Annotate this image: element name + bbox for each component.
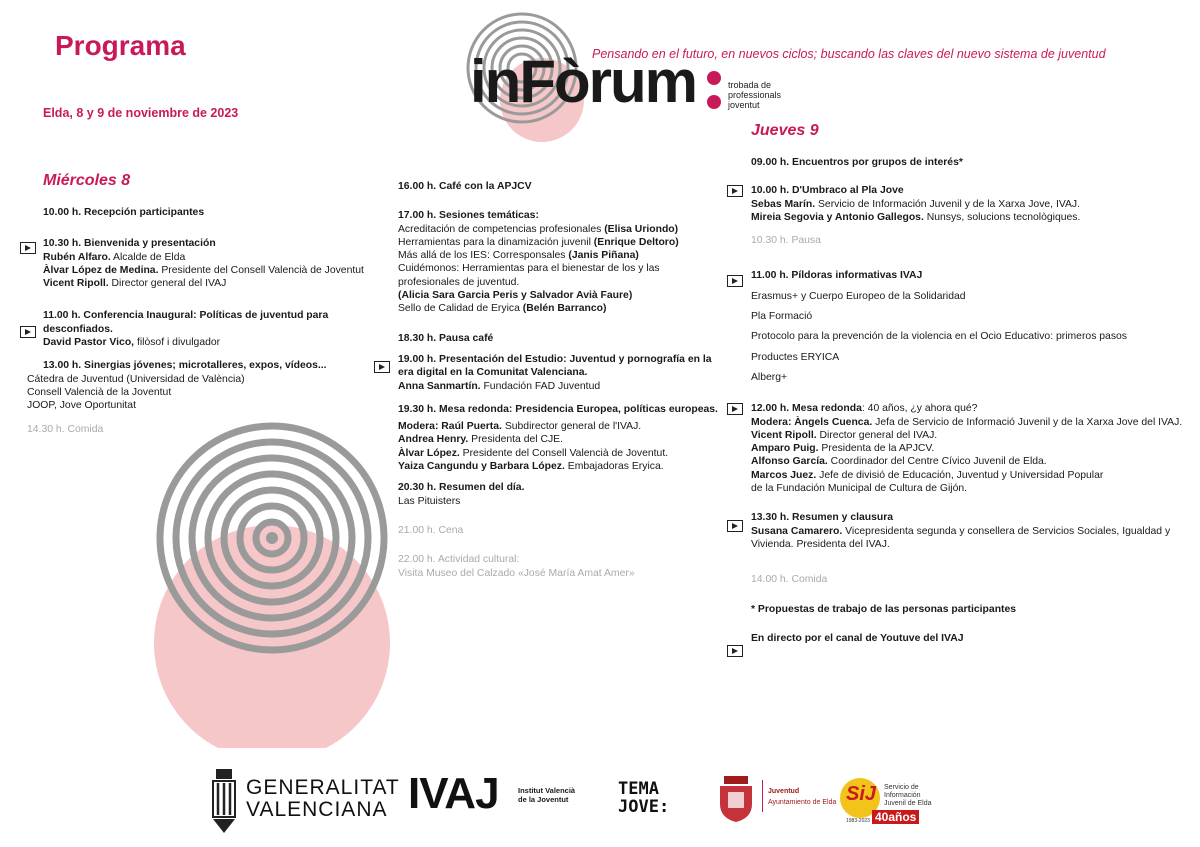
video-play-icon[interactable] [727, 645, 743, 657]
logo-colon-icon [706, 68, 722, 112]
ivaj-subtitle: Institut Valencià de la Joventut [518, 786, 576, 804]
elda-coat-of-arms-icon [716, 774, 756, 824]
decor-bottom-circles [150, 418, 400, 748]
video-play-icon[interactable] [374, 361, 390, 373]
sij-badge-text: SiJ [846, 783, 877, 805]
video-play-icon[interactable] [20, 326, 36, 338]
sij-subtitle: Servicio de Información Juvenil de Elda [884, 784, 932, 807]
elda-youth-text: Juventud Ayuntamiento de Elda [768, 788, 837, 806]
sij-years-range: 1983-2023 [846, 818, 870, 824]
tema-jove-logo: TEMA JOVE: [618, 779, 670, 817]
day-heading-thursday: Jueves 9 [751, 122, 819, 139]
elda-divider [762, 780, 763, 812]
logo-subtitle: trobada de professionals joventut [728, 80, 782, 110]
video-play-icon[interactable] [727, 185, 743, 197]
schedule-col2: 16.00 h. Café con la APJCV 17.00 h. Sesiones temáticas: Acreditación de competencias profesionales (Elisa Uriondo) Herramientas para la dinamización juvenil (Enrique Deltoro) Más allá de los IES: Corresponsales (Janis Piñana) Cuidémonos: Herramientas para el bienestar de los y las profesionales de juventud. (Alicia Sara Garcia Peris y Salvador Avià Faure) Sello de Calidad de Eryica (Belén Barranco) 18.30 h. Pausa café 19.00 h. Presentación del Estudio: Juventud y pornografía en la era digital en la Comunitat Valenciana. Anna Sanmartín. Fundación FAD Juventud 19.30 h. Mesa redonda: Presidencia Europea, políticas europeas. Modera: Raúl Puerta. Subdirector general de l'IVAJ. Andrea Henry. Presidenta del CJE. Àlvar López. Presidente del Consell Valencià de Joventut. Yaiza Cangundu y Barbara López. Embajadoras Eryica. 20.30 h. Resumen del día. Las Pituisters 21.00 h. Cena 22.00 h. Actividad cultural: Visita Museo del Calzado «José María Amat Amer» [398, 181, 718, 579]
page-title: Programa [55, 30, 186, 61]
event-date: Elda, 8 y 9 de noviembre de 2023 [43, 106, 239, 120]
video-play-icon[interactable] [727, 520, 743, 532]
schedule-col3: 09.00 h. Encuentros por grupos de interés* 10.00 h. D'Umbraco al Pla Jove Sebas Marín. Servicio de Información Juvenil y de la Xarxa Jove, IVAJ. Mireia Segovia y Antonio Gallegos. Nunsys, solucions tecnològiques. 10.30 h. Pausa 11.00 h. Píldoras informativas IVAJ Erasmus+ y Cuerpo Europeo de la Solidaridad Pla Formació Protocolo para la prevención de la violencia en el Ocio Educativo: primeros pasos Productes ERYICA Alberg+ 12.00 h. Mesa redonda: 40 años, ¿y ahora qué? Modera: Àngels Cuenca. Jefa de Servicio de Informació Juvenil y de la Xarxa Jove del IVAJ. Vicent Ripoll. Director general del IVAJ. Amparo Puig. Presidenta de la APJCV. Alfonso García. Coordinador del Centre Cívico Juvenil de Elda. Marcos Juez. Jefe de divisió de Educación, Juventud y Universidad Popular de la Fundación Municipal de Cultura de Gijón. 13.30 h. Resumen y clausura Susana Camarero. Vicepresidenta segunda y consellera de Servicios Sociales, Igualdad y Vivienda. Presidenta del IVAJ. 14.00 h. Comida * Propuestas de trabajo de las personas participantes En directo por el canal de Youtuve del IVAJ [751, 157, 1183, 644]
logo-text: inFòrum [470, 48, 696, 115]
generalitat-emblem-icon [207, 765, 241, 835]
video-play-icon[interactable] [727, 275, 743, 287]
ivaj-logo: IVAJ [408, 769, 499, 818]
inforum-logo [470, 48, 696, 115]
video-play-icon[interactable] [20, 242, 36, 254]
video-play-icon[interactable] [727, 403, 743, 415]
tagline: Pensando en el futuro, en nuevos ciclos; buscando las claves del nuevo sistema de juventud [592, 47, 1106, 61]
day-heading-wednesday: Miércoles 8 [43, 172, 131, 189]
generalitat-logo-text: GENERALITAT VALENCIANA [246, 776, 400, 821]
schedule-col1: 10.00 h. Recepción participantes 10.30 h. Bienvenida y presentación Rubén Alfaro. Alcalde de Elda Àlvar López de Medina. Presidente del Consell Valencià de Joventut Vicent Ripoll. Director general del IVAJ 11.00 h. Conferencia Inaugural: Políticas de juventud para desconfiados. David Pastor Vico, filòsof i divulgador 13.00 h. Sinergias jóvenes; microtalleres, expos, vídeos... Cátedra de Juventud (Universidad de València) Consell Valencià de la Joventut JOOP, Jove Oportunitat 14.30 h. Comida [27, 207, 364, 435]
sij-anniversary: 40años [872, 810, 919, 824]
